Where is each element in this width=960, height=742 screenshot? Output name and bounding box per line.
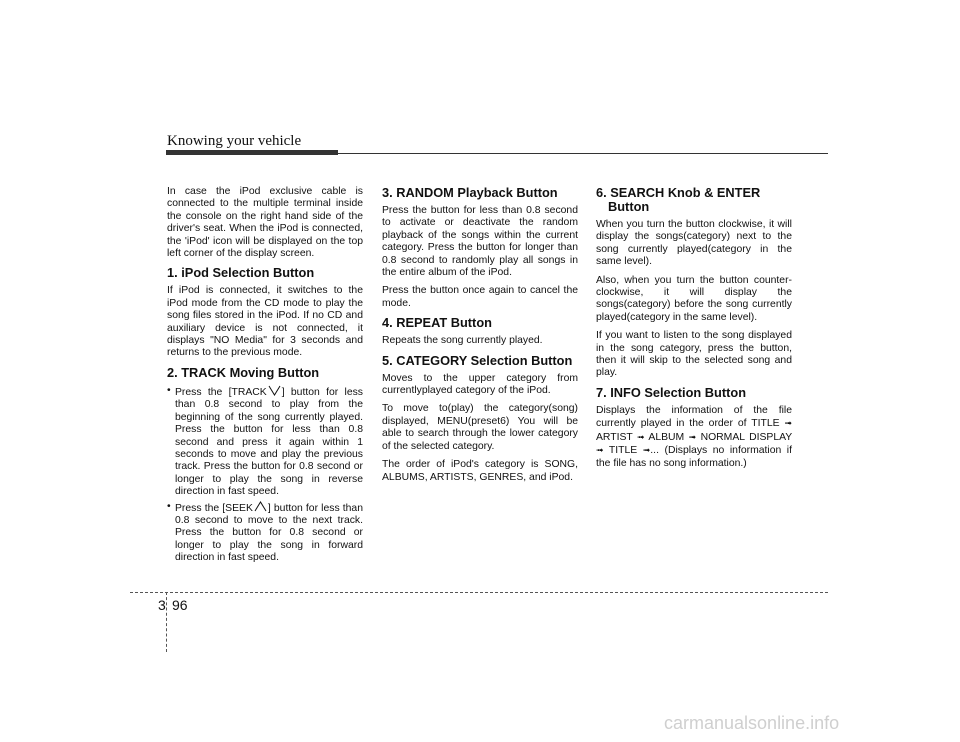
section-6-paragraph-3: If you want to listen to the song displayed in the song category, press the button, then it will skip to the selected song and play. [596, 330, 792, 379]
footer-vertical-dashed-rule [166, 592, 167, 652]
watermark: carmanualsonline.info [664, 713, 840, 733]
list-item [167, 501, 363, 565]
section-6-paragraph-2: Also, when you turn the button counter-clockwise, it will display the songs(category) before the song currently played(category in the same level). [596, 274, 792, 323]
arrow-icon: ➟ [642, 445, 651, 456]
list-item [167, 385, 363, 499]
page-number: 96 [172, 597, 188, 613]
section-7-title: 7. INFO Selection Button [596, 384, 747, 400]
info-order-note: ... (Displays no information if the file has no song information.) [596, 445, 792, 469]
section-7-body [596, 405, 792, 470]
arrow-icon: ➟ [637, 431, 645, 442]
page-header-title: Knowing your vehicle [167, 133, 302, 149]
seek-instruction-start: Press the [SEEK [175, 502, 253, 514]
intro-paragraph: In case the iPod exclusive cable is connected to the multiple terminal inside the console on the right hand side of the driver's seat. When the iPod is connected, the 'iPod' icon will be displayed on the top left corner of the display screen. [167, 186, 363, 260]
section-6-title [596, 186, 792, 214]
track-bullet-list [167, 385, 363, 565]
section-4-body: Repeats the song currently played. [382, 335, 543, 347]
section-1-body: If iPod is connected, it switches to the iPod mode from the CD mode to play the song files stored in the iPod. If no CD and auxiliary device is not connected, it displays "NO Media" for 3 seconds and returns to the previous mode. [167, 285, 363, 359]
chevron-up-icon [254, 501, 267, 512]
header-rule [338, 153, 828, 154]
arrow-icon: ➟ [784, 418, 792, 429]
section-5-title: 5. CATEGORY Selection Button [382, 352, 573, 368]
section-6-title-line-2: Button [608, 199, 650, 214]
section-3-title: 3. RANDOM Playback Button [382, 185, 558, 200]
section-5-paragraph-3: The order of iPod's category is SONG, ALBUMS, ARTISTS, GENRES, and iPod. [382, 459, 578, 483]
section-1-title: 1. iPod Selection Button [167, 265, 315, 281]
chapter-number: 3 [158, 597, 166, 613]
section-5-paragraph-2: To move to(play) the category(song) displayed, MENU(preset6) You will be able to search through the lower category of the selected category. [382, 403, 578, 452]
chevron-down-icon [268, 385, 281, 396]
info-order-text: Displays the information of the file currently played in the order of TITLE [596, 404, 792, 430]
info-order-title: TITLE [608, 445, 638, 457]
track-instruction-start: Press the [TRACK [175, 386, 267, 398]
bullet: • [167, 384, 171, 396]
arrow-icon: ➟ [596, 445, 604, 456]
column-3 [596, 186, 792, 476]
header-bar [166, 150, 338, 155]
section-3-paragraph-2: Press the button once again to cancel the mode. [382, 285, 578, 309]
track-instruction-rest: ] button for less than 0.8 second to play from the beginning of the song currently played. Press the button for less than 0.8 second and press it again within 1 seconds to move and play the previous track. Press the button for 0.8 second or longer to play the song in reverse direction in fast speed. [175, 386, 363, 498]
info-order-album: ALBUM [648, 431, 685, 443]
section-5-paragraph-1: Moves to the upper category from currentlyplayed category of the iPod. [382, 372, 578, 397]
column-1 [167, 186, 363, 567]
section-4-title: 4. REPEAT Button [382, 315, 492, 331]
info-order-artist: ARTIST [596, 431, 633, 443]
info-order-normal-display: NORMAL DISPLAY [700, 431, 793, 443]
section-3-paragraph-1: Press the button for less than 0.8 second to activate or deactivate the random playback of the songs within the current category. Press the button for longer than 0.8 second to randomly play all songs in the entire album of the iPod. [382, 205, 578, 279]
footer-dashed-rule [130, 592, 828, 593]
column-2 [382, 186, 578, 490]
bullet: • [167, 500, 171, 512]
seek-instruction-rest: ] button for less than 0.8 second to move to the next track. Press the button for 0.8 second or longer to play the song in forward direction in fast speed. [175, 502, 363, 564]
section-6-title-line-1: 6. SEARCH Knob & ENTER [596, 185, 761, 200]
section-2-title: 2. TRACK Moving Button [167, 364, 320, 380]
section-6-paragraph-1: When you turn the button clockwise, it will display the songs(category) next to the song currently played(category in the same level). [596, 219, 792, 268]
arrow-icon: ➟ [688, 431, 697, 442]
